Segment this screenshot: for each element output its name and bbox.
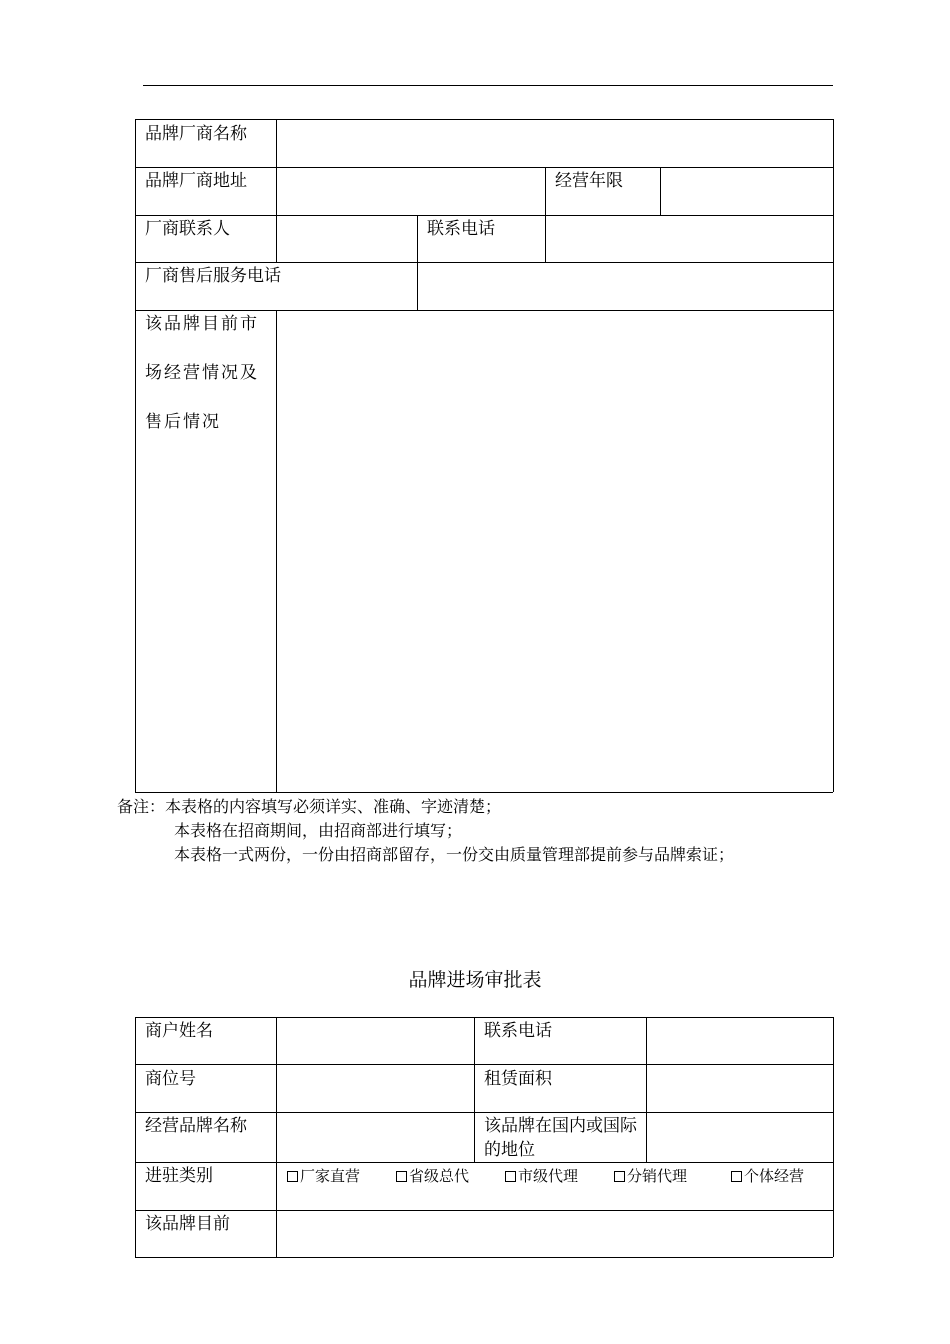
contact-phone-label: 联系电话 (427, 219, 495, 239)
option-provincial-agent[interactable] (396, 1166, 469, 1186)
table-rule (833, 119, 834, 792)
aftersales-phone-field[interactable] (418, 263, 833, 310)
brand-status-field[interactable] (647, 1113, 833, 1162)
business-years-field[interactable] (661, 168, 833, 215)
checkbox-icon (731, 1171, 742, 1182)
remarks-line-3: 本表格一式两份，一份由招商部留存，一份交由质量管理部提前参与品牌索证； (174, 845, 735, 864)
option-label: 个体经营 (744, 1167, 805, 1185)
table-rule (135, 1257, 833, 1258)
brand-name-field[interactable] (277, 1113, 474, 1162)
business-years-label: 经营年限 (555, 171, 623, 191)
market-status-label: 该品牌目前市场经营情况及售后情况 (145, 314, 259, 432)
option-label: 市级代理 (518, 1167, 579, 1185)
checkbox-icon (396, 1171, 407, 1182)
checkbox-icon (287, 1171, 298, 1182)
checkbox-icon (614, 1171, 625, 1182)
option-label: 厂家直营 (300, 1167, 361, 1185)
merchant-name-label: 商户姓名 (145, 1021, 213, 1041)
brand-maker-address-field[interactable] (277, 168, 545, 215)
remarks-line-1: 本表格的内容填写必须详实、准确、字迹清楚； (165, 797, 502, 816)
market-status-field[interactable] (277, 311, 833, 792)
aftersales-phone-label: 厂商售后服务电话 (145, 266, 281, 286)
brand-current-label: 该品牌目前 (145, 1214, 230, 1234)
remarks-prefix: 备注： (117, 797, 166, 816)
maker-contact-field[interactable] (277, 216, 417, 262)
brand-name-label: 经营品牌名称 (145, 1116, 247, 1136)
brand-status-label: 该品牌在国内或国际的地位 (484, 1116, 637, 1160)
option-individual[interactable] (731, 1166, 804, 1186)
option-label: 分销代理 (627, 1167, 688, 1185)
table-rule (474, 1017, 475, 1162)
lease-area-field[interactable] (647, 1065, 833, 1112)
merchant-phone-label: 联系电话 (484, 1021, 552, 1041)
brand-maker-name-field[interactable] (277, 120, 833, 167)
brand-maker-address-label: 品牌厂商地址 (145, 171, 247, 191)
table-rule (135, 792, 833, 793)
table-rule (135, 1017, 136, 1257)
option-label: 省级总代 (409, 1167, 470, 1185)
lease-area-label: 租赁面积 (484, 1069, 552, 1089)
unit-no-field[interactable] (277, 1065, 474, 1112)
table-rule (135, 1162, 833, 1163)
brand-current-field[interactable] (277, 1211, 833, 1257)
brand-maker-name-label: 品牌厂商名称 (145, 124, 247, 144)
merchant-phone-field[interactable] (647, 1018, 833, 1064)
checkbox-icon (505, 1171, 516, 1182)
table-rule (135, 119, 136, 792)
merchant-name-field[interactable] (277, 1018, 474, 1064)
maker-contact-label: 厂商联系人 (145, 219, 230, 239)
contact-phone-field[interactable] (546, 216, 833, 262)
table-rule (833, 1017, 834, 1257)
header-rule (143, 85, 833, 86)
option-distribution-agent[interactable] (614, 1166, 687, 1186)
approval-form-title: 品牌进场审批表 (408, 969, 542, 991)
entry-type-label: 进驻类别 (145, 1166, 213, 1186)
remarks (117, 795, 734, 867)
remarks-line-2: 本表格在招商期间，由招商部进行填写； (174, 821, 463, 840)
option-city-agent[interactable] (505, 1166, 578, 1186)
option-factory-direct[interactable] (287, 1166, 360, 1186)
unit-no-label: 商位号 (145, 1069, 196, 1089)
